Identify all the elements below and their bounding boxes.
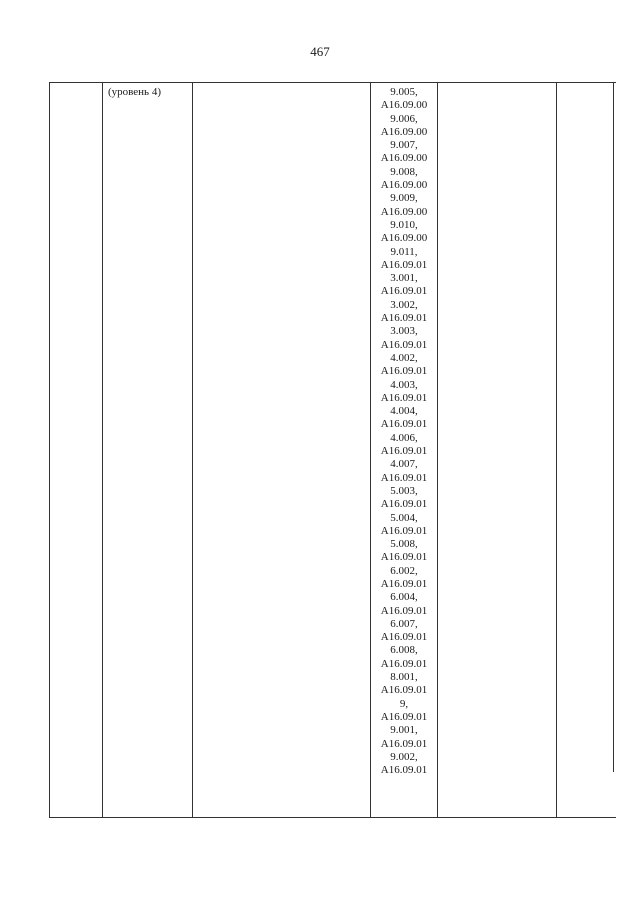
table-cell-col3 <box>193 83 371 818</box>
service-code-line: 5.008, <box>390 538 418 551</box>
service-code-line: 4.002, <box>390 351 418 364</box>
service-code-line: A16.09.01 <box>380 391 428 404</box>
service-codes-cell <box>371 83 438 818</box>
service-code-line: A16.09.01 <box>380 577 428 590</box>
service-code-line: 6.008, <box>390 644 418 657</box>
service-code-line: 9.007, <box>390 139 418 152</box>
service-code-line: A16.09.01 <box>380 498 428 511</box>
service-code-line: A16.09.01 <box>380 524 428 537</box>
service-code-line: 9.008, <box>390 165 418 178</box>
service-code-line: A16.09.01 <box>380 684 428 697</box>
service-code-line: 3.001, <box>390 272 418 285</box>
service-code-line: A16.09.01 <box>380 604 428 617</box>
table-row <box>50 83 616 818</box>
service-code-line: A16.09.00 <box>380 232 428 245</box>
level-text: (уровень 4) <box>108 86 161 98</box>
service-code-line: 9.006, <box>390 112 418 125</box>
service-code-line: 4.003, <box>390 378 418 391</box>
level-cell <box>103 83 193 818</box>
service-code-line: 4.004, <box>390 405 418 418</box>
service-code-line: 9.009, <box>390 192 418 205</box>
table-right-border <box>613 82 614 772</box>
service-code-line: A16.09.00 <box>380 179 428 192</box>
service-code-line: 3.003, <box>390 325 418 338</box>
service-code-line: A16.09.01 <box>380 764 428 777</box>
service-code-line: 9.010, <box>390 218 418 231</box>
service-code-line: A16.09.00 <box>380 205 428 218</box>
service-code-line: A16.09.01 <box>380 312 428 325</box>
service-code-line: A16.09.01 <box>380 471 428 484</box>
service-code-line: 6.002, <box>390 564 418 577</box>
service-code-line: 9.001, <box>390 724 418 737</box>
service-code-line: 9, <box>399 697 409 710</box>
service-code-line: A16.09.01 <box>380 285 428 298</box>
service-code-line: A16.09.01 <box>380 631 428 644</box>
service-code-line: 3.002, <box>390 298 418 311</box>
service-code-line: 6.007, <box>390 617 418 630</box>
service-code-line: A16.09.01 <box>380 418 428 431</box>
service-code-line: 5.003, <box>390 484 418 497</box>
service-code-line: 5.004, <box>390 511 418 524</box>
service-code-line: 9.005, <box>390 86 418 98</box>
service-code-line: A16.09.00 <box>380 99 428 112</box>
table-cell-col1 <box>50 83 103 818</box>
service-code-line: A16.09.01 <box>380 551 428 564</box>
service-code-line: A16.09.00 <box>380 152 428 165</box>
service-code-line: A16.09.01 <box>380 737 428 750</box>
service-code-line: 9.011, <box>390 245 418 258</box>
service-code-line: 4.007, <box>390 458 418 471</box>
service-code-line: 4.006, <box>390 431 418 444</box>
document-table <box>49 82 616 818</box>
service-code-line: A16.09.01 <box>380 657 428 670</box>
service-code-line: A16.09.01 <box>380 338 428 351</box>
service-code-line: A16.09.01 <box>380 258 428 271</box>
service-code-line: A16.09.01 <box>380 445 428 458</box>
page-number: 467 <box>310 44 330 59</box>
service-code-line: A16.09.01 <box>380 365 428 378</box>
service-code-line: 6.004, <box>390 591 418 604</box>
table-cell-col6 <box>557 83 616 818</box>
service-code-line: 8.001, <box>390 671 418 684</box>
service-code-line: A16.09.00 <box>380 125 428 138</box>
service-code-line: 9.002, <box>390 750 418 763</box>
service-code-line: A16.09.01 <box>380 710 428 723</box>
service-codes-list <box>371 86 437 777</box>
table-cell-col5 <box>438 83 557 818</box>
